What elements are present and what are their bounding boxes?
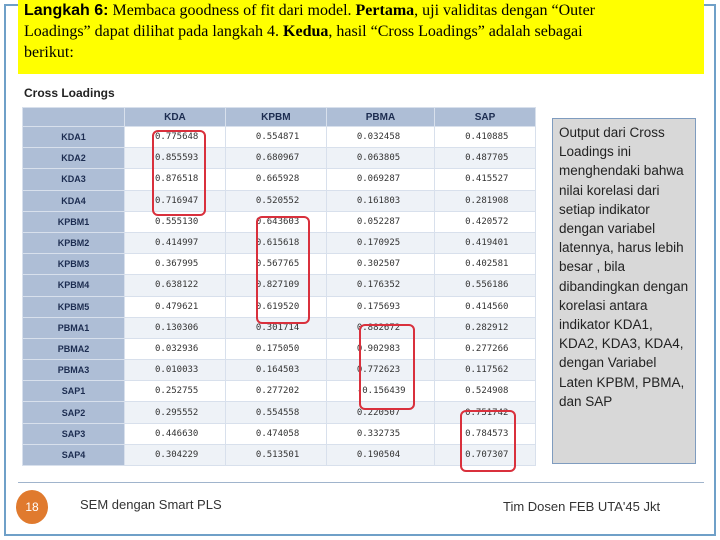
table-row xyxy=(23,127,536,148)
table-row xyxy=(23,360,536,381)
table-row xyxy=(23,169,536,190)
loading-cell: 0.176352 xyxy=(326,275,434,296)
loading-cell: 0.063805 xyxy=(326,148,434,169)
loading-cell: -0.156439 xyxy=(326,381,434,402)
loading-cell: 0.170925 xyxy=(326,232,434,253)
loading-cell: 0.772623 xyxy=(326,360,434,381)
row-label: SAP3 xyxy=(23,423,125,444)
loading-cell: 0.281908 xyxy=(435,190,536,211)
loading-cell: 0.487705 xyxy=(435,148,536,169)
loading-cell: 0.367995 xyxy=(125,254,226,275)
header-text-1: Membaca goodness of fit dari model. xyxy=(108,2,356,19)
first-keyword: Pertama xyxy=(355,2,415,19)
loading-cell: 0.474058 xyxy=(225,423,326,444)
loading-cell: 0.414997 xyxy=(125,232,226,253)
loading-cell: 0.882672 xyxy=(326,317,434,338)
loading-cell: 0.032458 xyxy=(326,127,434,148)
column-header: KPBM xyxy=(225,108,326,127)
loading-cell: 0.052287 xyxy=(326,211,434,232)
loading-cell: 0.010033 xyxy=(125,360,226,381)
loading-cell: 0.902983 xyxy=(326,338,434,359)
loading-cell: 0.175693 xyxy=(326,296,434,317)
row-label: KPBM5 xyxy=(23,296,125,317)
row-label: SAP2 xyxy=(23,402,125,423)
footer-author: Tim Dosen FEB UTA'45 Jkt xyxy=(503,499,661,514)
loading-cell: 0.638122 xyxy=(125,275,226,296)
column-header: KDA xyxy=(125,108,226,127)
loading-cell: 0.716947 xyxy=(125,190,226,211)
loading-cell: 0.032936 xyxy=(125,338,226,359)
table-row xyxy=(23,254,536,275)
table-row xyxy=(23,444,536,465)
page-number-badge: 18 xyxy=(16,490,48,524)
loading-cell: 0.277266 xyxy=(435,338,536,359)
row-label: PBMA1 xyxy=(23,317,125,338)
table-row xyxy=(23,381,536,402)
loading-cell: 0.619520 xyxy=(225,296,326,317)
loading-cell: 0.302507 xyxy=(326,254,434,275)
loading-cell: 0.164503 xyxy=(225,360,326,381)
loading-cell: 0.175050 xyxy=(225,338,326,359)
row-label: KDA3 xyxy=(23,169,125,190)
loading-cell: 0.190504 xyxy=(326,444,434,465)
table-row xyxy=(23,275,536,296)
loading-cell: 0.304229 xyxy=(125,444,226,465)
loading-cell: 0.554558 xyxy=(225,402,326,423)
row-label: KPBM3 xyxy=(23,254,125,275)
loading-cell: 0.643603 xyxy=(225,211,326,232)
explanation-note: Output dari Cross Loadings ini menghendaki bahwa nilai korelasi dari setiap indikator dengan variabel latennya, harus lebih besar , bila dibandingkan dengan korelasi antara indikator KDA1, KDA2, KDA3, KDA4, dengan Variabel Laten KPBM, PBMA, dan SAP xyxy=(552,118,696,464)
row-label: KPBM4 xyxy=(23,275,125,296)
loading-cell: 0.555130 xyxy=(125,211,226,232)
footer-divider xyxy=(18,482,704,483)
loading-cell: 0.775648 xyxy=(125,127,226,148)
loading-cell: 0.301714 xyxy=(225,317,326,338)
loading-cell: 0.556186 xyxy=(435,275,536,296)
loading-cell: 0.479621 xyxy=(125,296,226,317)
table-row xyxy=(23,148,536,169)
loading-cell: 0.680967 xyxy=(225,148,326,169)
row-label: KDA4 xyxy=(23,190,125,211)
row-label: KDA1 xyxy=(23,127,125,148)
header-text-1b: , uji validitas dengan “Outer xyxy=(414,2,595,19)
loading-cell: 0.130306 xyxy=(125,317,226,338)
loading-cell: 0.827109 xyxy=(225,275,326,296)
table-row xyxy=(23,211,536,232)
row-label: SAP4 xyxy=(23,444,125,465)
loading-cell: 0.419401 xyxy=(435,232,536,253)
table-row xyxy=(23,317,536,338)
header-text-2b: , hasil “Cross Loadings” adalah sebagai xyxy=(328,23,583,40)
loading-cell: 0.784573 xyxy=(435,423,536,444)
row-label: KDA2 xyxy=(23,148,125,169)
cross-loadings-panel xyxy=(18,80,542,478)
row-label: KPBM1 xyxy=(23,211,125,232)
loading-cell: 0.567765 xyxy=(225,254,326,275)
header-line-2 xyxy=(24,21,698,42)
loading-cell: 0.446630 xyxy=(125,423,226,444)
table-row xyxy=(23,296,536,317)
loading-cell: 0.277202 xyxy=(225,381,326,402)
header-text-2a: Loadings” dapat dilihat pada langkah 4. xyxy=(24,23,284,40)
loading-cell: 0.615618 xyxy=(225,232,326,253)
loading-cell: 0.282912 xyxy=(435,317,536,338)
loading-cell: 0.855593 xyxy=(125,148,226,169)
cross-loadings-table xyxy=(22,107,536,466)
loading-cell: 0.414560 xyxy=(435,296,536,317)
table-title: Cross Loadings xyxy=(24,86,115,100)
loading-cell: 0.554871 xyxy=(225,127,326,148)
slide-header xyxy=(18,0,704,74)
second-keyword: Kedua xyxy=(283,23,329,40)
loading-cell: 0.876518 xyxy=(125,169,226,190)
header-line-3: berikut: xyxy=(24,44,74,61)
corner-cell xyxy=(23,108,125,127)
table-row xyxy=(23,190,536,211)
loading-cell: 0.161803 xyxy=(326,190,434,211)
loading-cell: 0.295552 xyxy=(125,402,226,423)
footer-course-title: SEM dengan Smart PLS xyxy=(80,497,222,512)
table-header-row xyxy=(23,108,536,127)
column-header: SAP xyxy=(435,108,536,127)
column-header: PBMA xyxy=(326,108,434,127)
loading-cell: 0.415527 xyxy=(435,169,536,190)
row-label: PBMA2 xyxy=(23,338,125,359)
loading-cell: 0.707307 xyxy=(435,444,536,465)
loading-cell: 0.665928 xyxy=(225,169,326,190)
loading-cell: 0.220507 xyxy=(326,402,434,423)
row-label: KPBM2 xyxy=(23,232,125,253)
loading-cell: 0.520552 xyxy=(225,190,326,211)
table-row xyxy=(23,338,536,359)
loading-cell: 0.402581 xyxy=(435,254,536,275)
loading-cell: 0.252755 xyxy=(125,381,226,402)
loading-cell: 0.332735 xyxy=(326,423,434,444)
loading-cell: 0.751742 xyxy=(435,402,536,423)
table-row xyxy=(23,423,536,444)
table-row xyxy=(23,402,536,423)
loading-cell: 0.117562 xyxy=(435,360,536,381)
loading-cell: 0.524908 xyxy=(435,381,536,402)
table-row xyxy=(23,232,536,253)
row-label: SAP1 xyxy=(23,381,125,402)
loading-cell: 0.513501 xyxy=(225,444,326,465)
step-label: Langkah 6: xyxy=(24,2,109,19)
loading-cell: 0.410885 xyxy=(435,127,536,148)
loading-cell: 0.420572 xyxy=(435,211,536,232)
loading-cell: 0.069287 xyxy=(326,169,434,190)
header-line-1 xyxy=(24,0,698,21)
row-label: PBMA3 xyxy=(23,360,125,381)
